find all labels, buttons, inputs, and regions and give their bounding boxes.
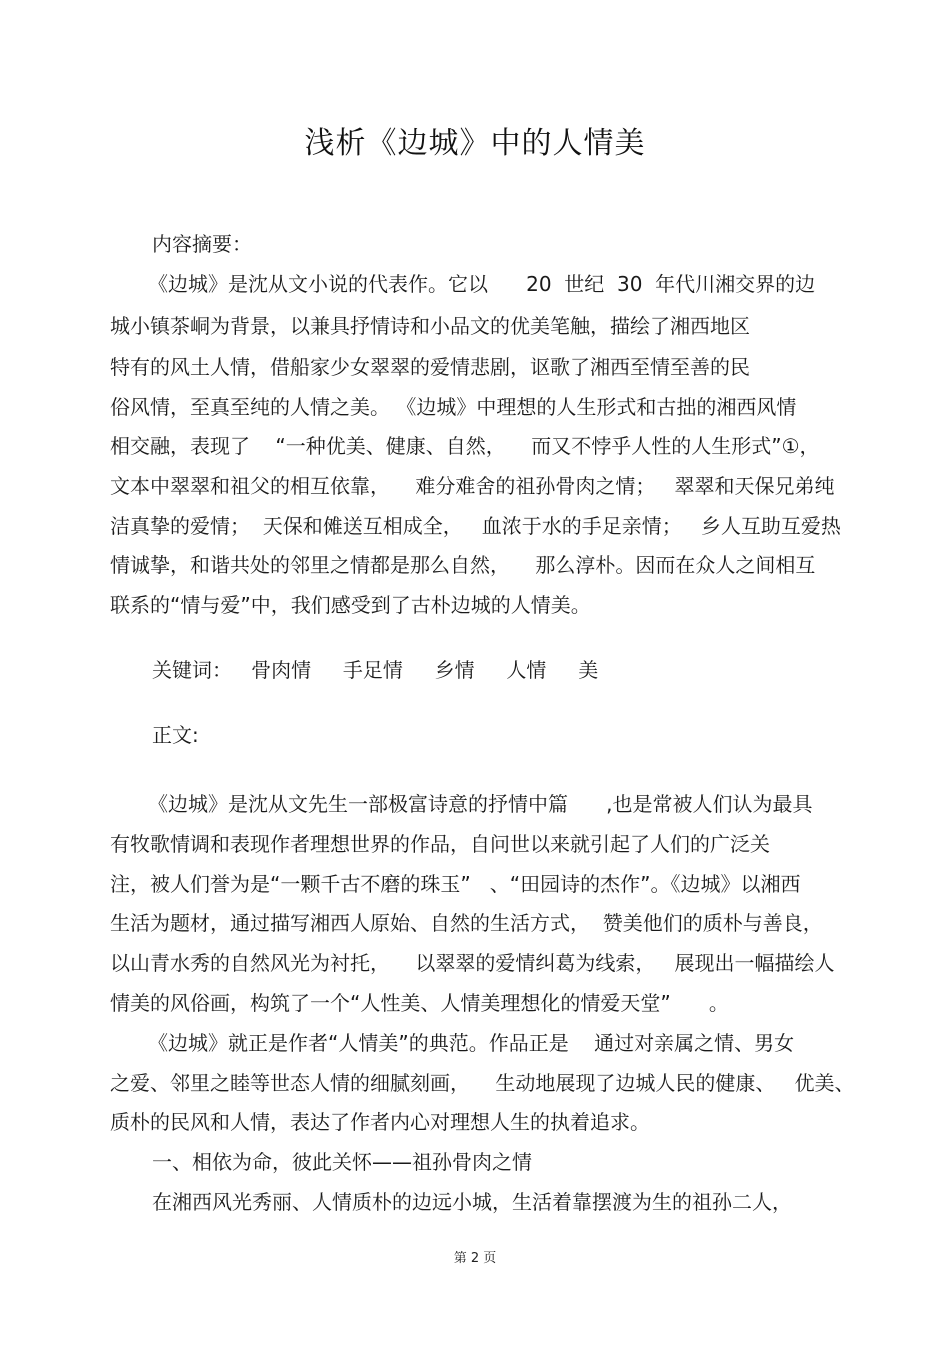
page-title: 浅析《边城》中的人情美	[304, 126, 646, 161]
abstract-label: 内容摘要：	[152, 232, 252, 256]
abstract-line: 特有的风土人情，借船家少女翠翠的爱情悲剧，讴歌了湘西至情至善的民	[110, 355, 750, 379]
body-line: 有牧歌情调和表现作者理想世界的作品，自问世以来就引起了人们的广泛关	[110, 832, 770, 856]
abstract-line: 洁真挚的爱情； 天保和傩送互相成全， 血浓于水的手足亲情； 乡人互助互爱热	[110, 514, 841, 538]
body-line: 《边城》就正是作者“人情美”的典范。作品正是 通过对亲属之情、男女	[148, 1031, 795, 1055]
body-line: 《边城》是沈从文先生一部极富诗意的抒情中篇 ,也是常被人们认为最具	[148, 792, 813, 816]
abstract-line: 城小镇茶峒为背景，以兼具抒情诗和小品文的优美笔触，描绘了湘西地区	[110, 314, 750, 338]
body-line: 在湘西风光秀丽、人情质朴的边远小城，生活着靠摆渡为生的祖孙二人，	[152, 1190, 792, 1214]
abstract-line: 情诚挚，和谐共处的邻里之情都是那么自然， 那么淳朴。因而在众人之间相互	[110, 553, 816, 577]
abstract-line: 文本中翠翠和祖父的相互依靠， 难分难舍的祖孙骨肉之情； 翠翠和天保兄弟纯	[110, 474, 835, 498]
abstract-line: 相交融，表现了 “一种优美、健康、自然， 而又不悖乎人性的人生形式”①，	[110, 434, 820, 458]
body-line: 注，被人们誉为是“一颗千古不磨的珠玉” 、“田园诗的杰作”。《边城》以湘西	[110, 872, 801, 896]
abstract-line: 俗风情，至真至纯的人情之美。 《边城》中理想的人生形式和古拙的湘西风情	[110, 395, 797, 419]
abstract-line: 《边城》是沈从文小说的代表作。它以 20 世纪 30 年代川湘交界的边	[148, 272, 816, 296]
keywords-line: 关键词： 骨肉情 手足情 乡情 人情 美	[152, 658, 599, 682]
abstract-line: 联系的“情与爱”中，我们感受到了古朴边城的人情美。	[110, 593, 591, 617]
body-line: 以山青水秀的自然风光为衬托， 以翠翠的爱情纠葛为线索， 展现出一幅描绘人	[110, 951, 835, 975]
body-line: 之爱、邻里之睦等世态人情的细腻刻画， 生动地展现了边城人民的健康、 优美、	[110, 1071, 855, 1095]
page-number: 第 2 页	[453, 1251, 497, 1266]
body-line: 质朴的民风和人情，表达了作者内心对理想人生的执着追求。	[110, 1110, 650, 1134]
body-line: 生活为题材，通过描写湘西人原始、自然的生活方式， 赞美他们的质朴与善良，	[110, 911, 823, 935]
body-label: 正文:	[152, 723, 199, 747]
body-line: 情美的风俗画，构筑了一个“人性美、人情美理想化的情爱天堂” 。	[110, 991, 729, 1015]
section-heading: 一、相依为命，彼此关怀——祖孙骨肉之情	[152, 1150, 532, 1174]
